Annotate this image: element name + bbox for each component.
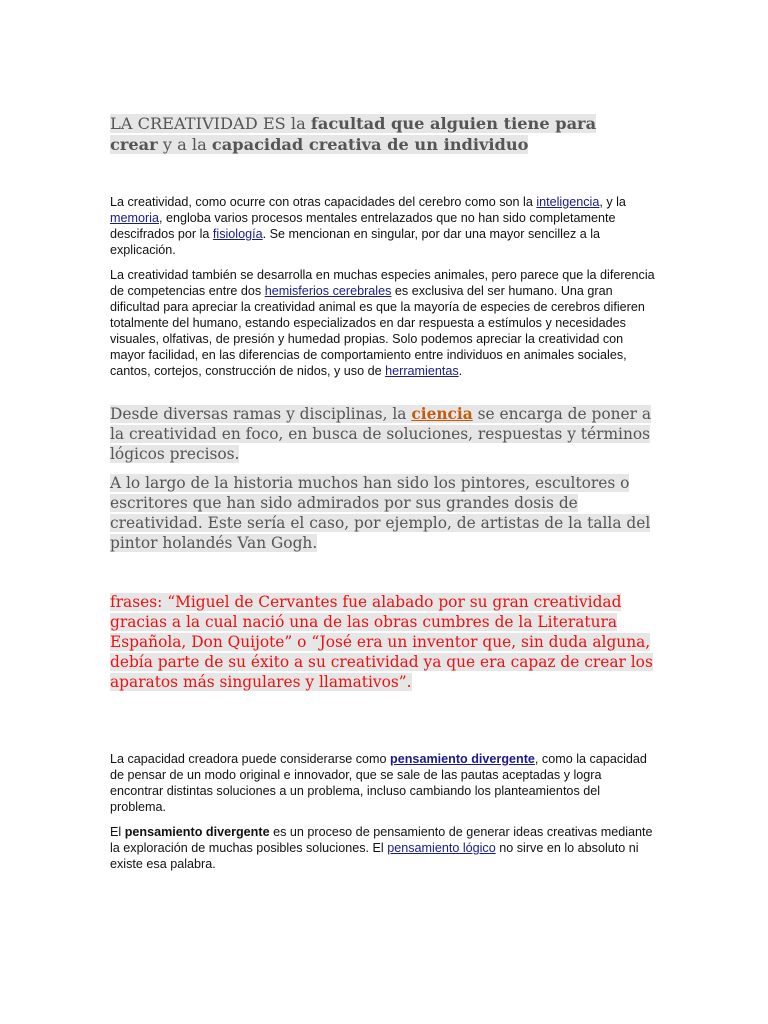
p6-text-1: La capacidad creadora puede considerarse como	[110, 752, 391, 766]
link-herramientas[interactable]: herramientas	[385, 364, 459, 378]
title-part-2: y a la	[157, 134, 212, 154]
paragraph-pensamiento-divergente	[110, 824, 658, 872]
title-bold-2: capacidad creativa de un individuo	[211, 134, 529, 154]
paragraph-historia	[110, 473, 658, 553]
p2-text-3: .	[458, 364, 463, 378]
p7-text-2: es un proceso de pensamiento de generar ideas creativas mediante la exploración de muchas posibles soluciones. El	[110, 825, 653, 855]
p3-text-2: se encarga de poner a la creatividad en foco, en busca de soluciones, respuestas y términos lógicos precisos.	[110, 405, 652, 463]
link-hemisferios-cerebrales[interactable]: hemisferios cerebrales	[264, 284, 392, 298]
link-memoria[interactable]: memoria	[110, 211, 159, 225]
p6-text-2: , como la capacidad de pensar de un modo original e innovador, que se sale de las pautas aceptadas y logra encontrar distintas soluciones a un problema, incluso cambiando los planteamientos del problema.	[110, 752, 647, 814]
link-pensamiento-logico[interactable]: pensamiento lógico	[387, 841, 496, 855]
p1-text-1: La creatividad, como ocurre con otras capacidades del cerebro como son la	[110, 195, 537, 209]
link-pensamiento-divergente[interactable]: pensamiento divergente	[390, 752, 535, 766]
link-inteligencia[interactable]: inteligencia	[536, 195, 600, 209]
paragraph-animals	[110, 267, 658, 379]
p2-text-2: es exclusiva del ser humano. Una gran dificultad para apreciar la creatividad animal es que la mayoría de especies de cerebros difieren totalmente del humano, estando especializados en dar respuesta a estímulos y necesidades visuales, olfativas, de presión y humedad propias. Solo podemos apreciar la creatividad con mayor facilidad, en las diferencias de comportamiento entre individuos en animales sociales, cantos, cortejos, construcción de nidos, y uso de	[110, 284, 645, 378]
p5-text: frases: “Miguel de Cervantes fue alabado por su gran creatividad gracias a la cual nació una de las obras cumbres de la Literatura Española, Don Quijote” o “José era un inventor que, sin duda alguna, debía parte de su éxito a su creatividad ya que era capaz de crear los aparatos más singulares y llamativos”.	[110, 593, 653, 691]
p1-text-4: . Se mencionan en singular, por dar una mayor sencillez a la explicación.	[110, 227, 601, 257]
link-fisiologia[interactable]: fisiología	[212, 227, 263, 241]
document-title	[110, 114, 640, 155]
link-ciencia[interactable]: ciencia	[411, 405, 473, 423]
p2-text-1: La creatividad también se desarrolla en muchas especies animales, pero parece que la diferencia de competencias entre dos	[110, 268, 655, 298]
paragraph-ciencia	[110, 404, 658, 464]
paragraph-capacidad-creadora	[110, 751, 658, 815]
paragraph-frases	[110, 592, 658, 692]
p1-text-3: , engloba varios procesos mentales entrelazados que no han sido completamente descifrados por la	[110, 211, 616, 241]
p4-text: A lo largo de la historia muchos han sido los pintores, escultores o escritores que han sido admirados por sus grandes dosis de creatividad. Este sería el caso, por ejemplo, de artistas de la talla del pintor holandés Van Gogh.	[110, 474, 651, 552]
p1-text-2: , y la	[599, 195, 626, 209]
p3-text-1: Desde diversas ramas y disciplinas, la	[110, 405, 412, 423]
p7-bold-1: pensamiento divergente	[124, 825, 270, 839]
p7-text-1: El	[110, 825, 125, 839]
paragraph-intro	[110, 194, 658, 258]
title-bold-1: facultad que alguien tiene para crear	[110, 114, 597, 154]
p7-text-3: no sirve en lo absoluto ni existe esa palabra.	[110, 841, 639, 871]
title-part-1: LA CREATIVIDAD ES la	[110, 114, 311, 133]
